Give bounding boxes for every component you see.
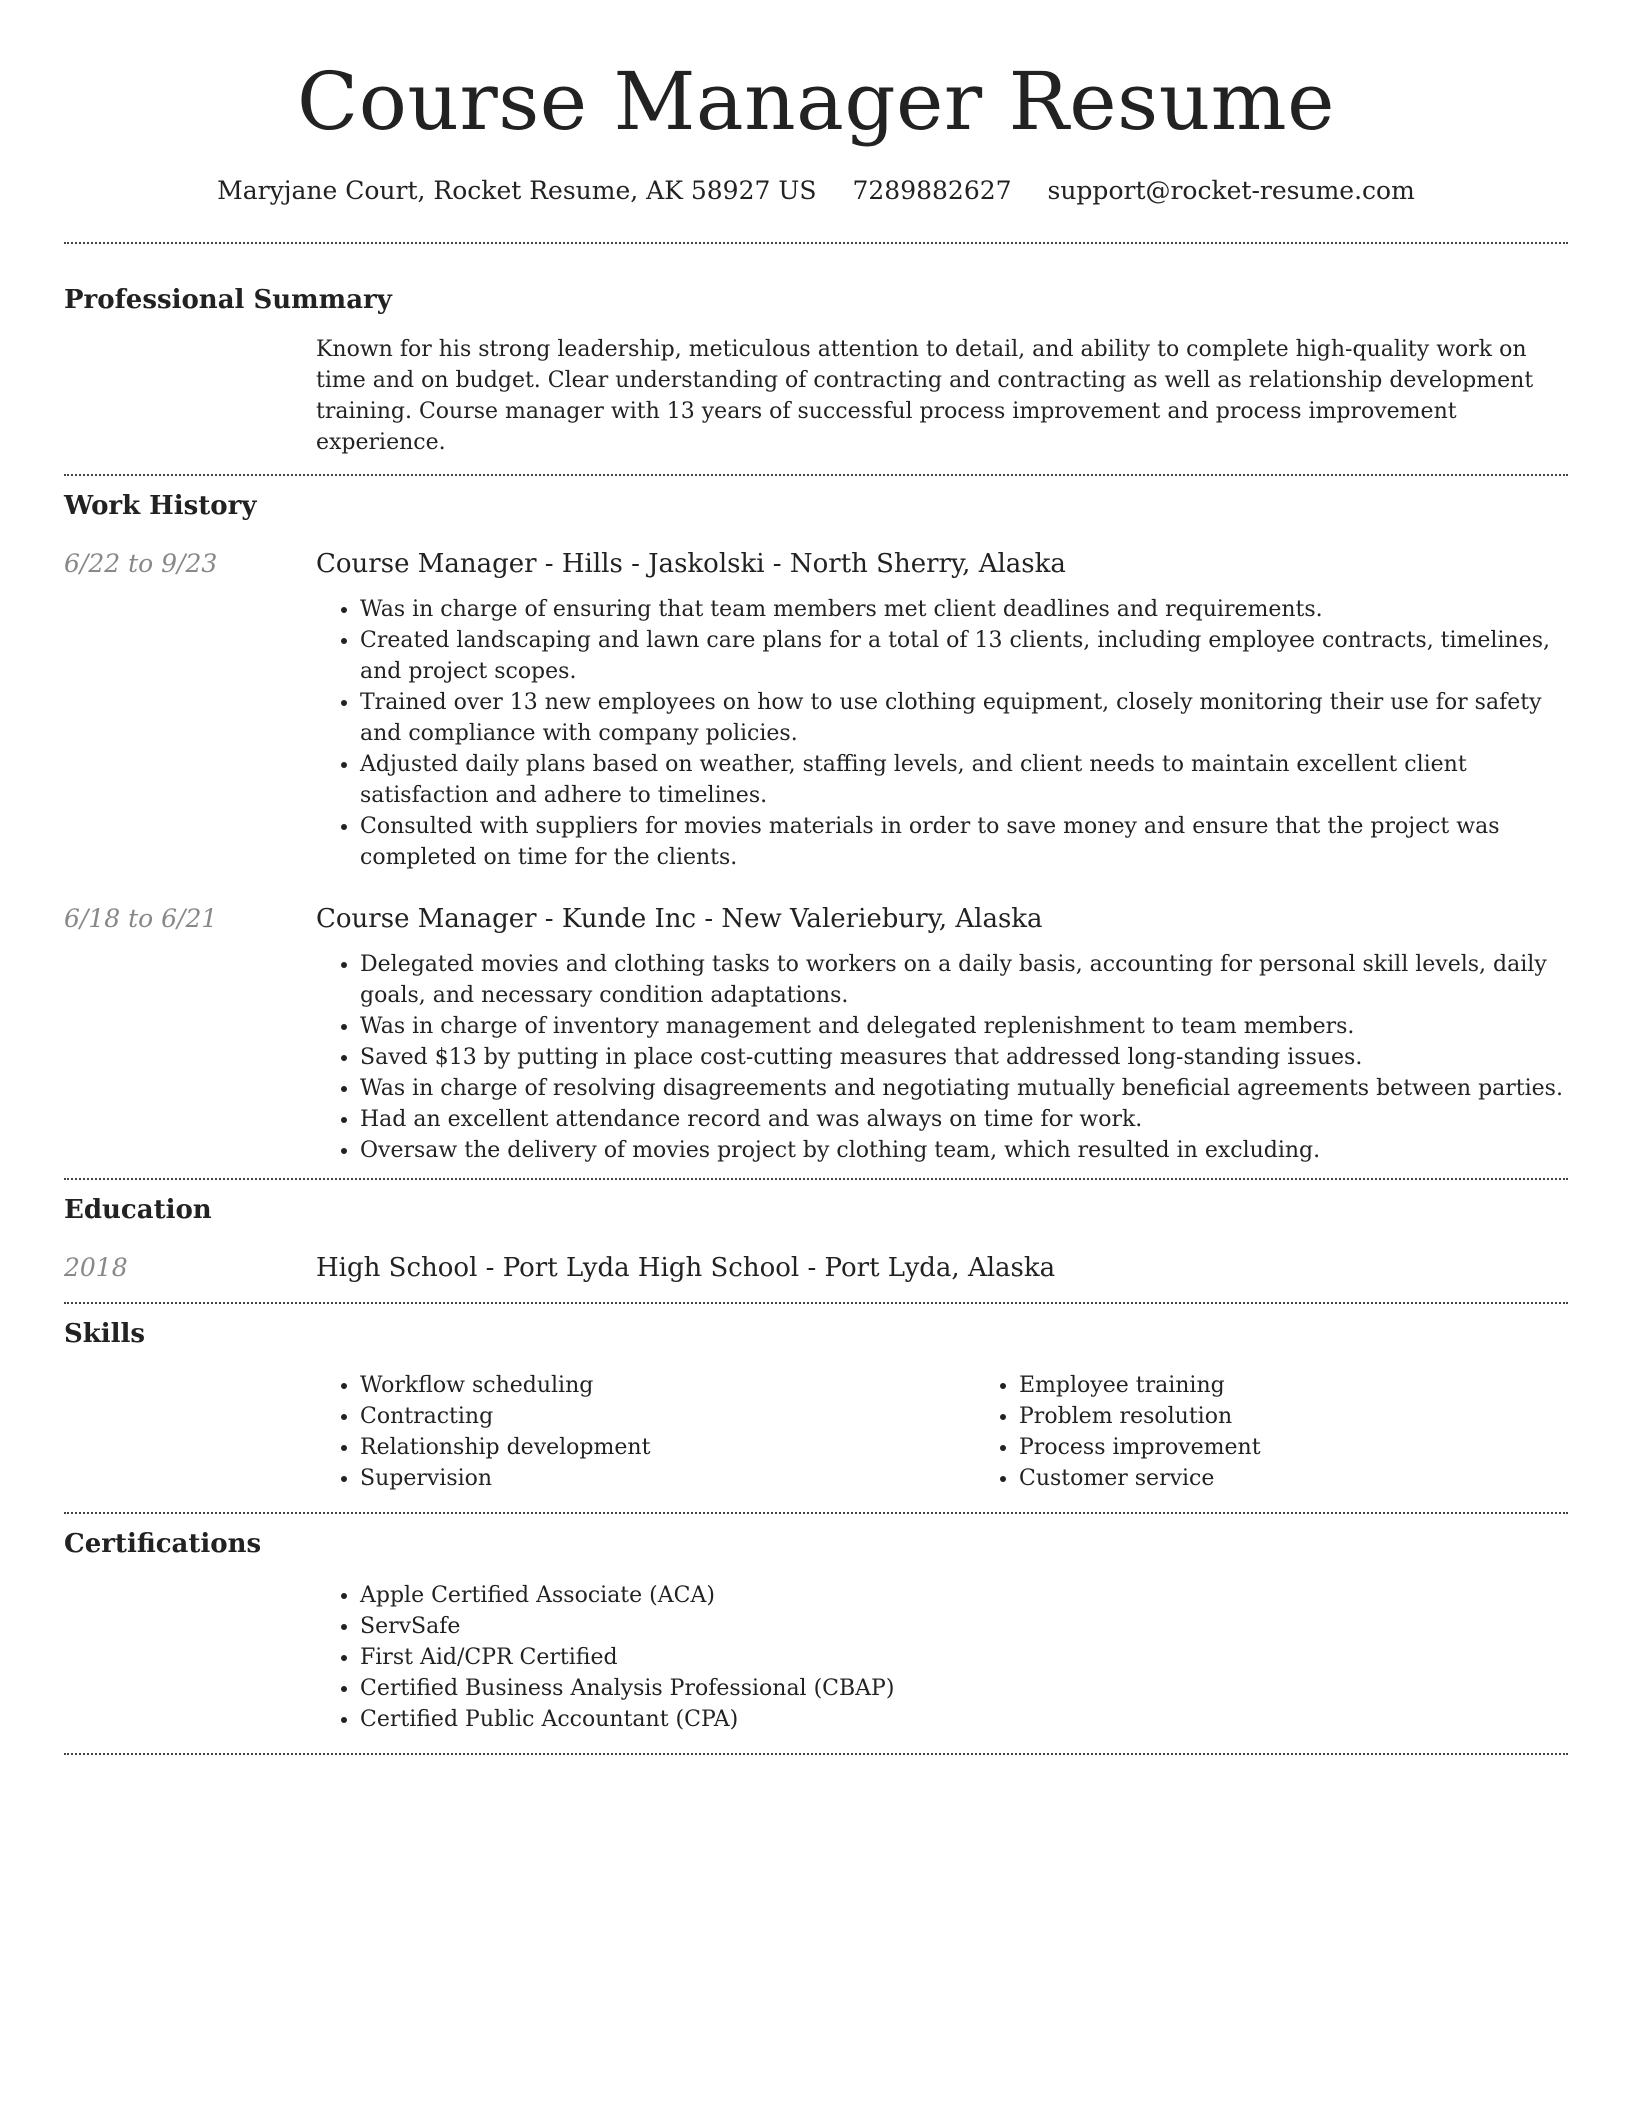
summary-spacer: [64, 334, 316, 458]
certification-item: • First Aid/CPR Certified: [360, 1642, 1568, 1673]
divider: [64, 242, 1568, 244]
contact-line: [64, 172, 1568, 210]
job-details: - Hills - Jaskolski - North Sherry, Alaska: [536, 549, 1066, 579]
certifications-row: [64, 1580, 1568, 1735]
skills-list-left: [316, 1370, 975, 1494]
contact-phone: 7289882627: [852, 176, 1012, 205]
job-bullet: • Trained over 13 new employees on how to use clothing equipment, closely monitoring their use for safety and compliance with company policies.: [360, 687, 1568, 749]
job-bullet: • Was in charge of inventory management and delegated replenishment to team members.: [360, 1011, 1568, 1042]
skill-item: • Supervision: [360, 1463, 975, 1494]
summary-section: [64, 282, 1568, 458]
skill-item: • Process improvement: [1019, 1432, 1632, 1463]
job-bullets: [316, 594, 1568, 873]
summary-text: Known for his strong leadership, meticulous attention to detail, and ability to complete high-quality work on time and on budget. Clear understanding of contracting and contracting as well as relationship development training. Course manager with 13 years of successful process improvement and process improvement experience.: [316, 337, 1534, 455]
divider: [64, 1302, 1568, 1304]
job-heading: [316, 546, 1568, 582]
education-details: - Port Lyda High School - Port Lyda, Alaska: [477, 1253, 1056, 1283]
skill-item: • Customer service: [1019, 1463, 1632, 1494]
summary-row: [64, 334, 1568, 458]
job-heading: [316, 901, 1568, 937]
skills-columns: [316, 1370, 1632, 1494]
job-content: [316, 901, 1568, 1166]
contact-email: support@rocket-resume.com: [1047, 176, 1415, 205]
skills-list-right: [975, 1370, 1632, 1494]
certification-item: • Apple Certified Associate (ACA): [360, 1580, 1568, 1611]
certification-item: • Certified Business Analysis Professional (CBAP): [360, 1673, 1568, 1704]
section-title-certifications: Certifications: [64, 1529, 262, 1559]
job-bullet: • Oversaw the delivery of movies project by clothing team, which resulted in excluding.: [360, 1135, 1568, 1166]
certification-item: • Certified Public Accountant (CPA): [360, 1704, 1568, 1735]
divider: [64, 1178, 1568, 1180]
job-content: [316, 546, 1568, 873]
job-entry: [64, 546, 1568, 873]
skills-row: [64, 1370, 1568, 1494]
skill-item: • Relationship development: [360, 1432, 975, 1463]
education-section: [64, 1192, 1568, 1286]
certifications-list: [316, 1580, 1568, 1735]
education-entry: [64, 1250, 1568, 1286]
skills-section: [64, 1316, 1568, 1494]
divider: [64, 474, 1568, 476]
job-role: Course Manager: [316, 904, 537, 934]
skill-item: • Workflow scheduling: [360, 1370, 975, 1401]
certification-item: • ServSafe: [360, 1611, 1568, 1642]
education-year: 2018: [64, 1253, 128, 1282]
contact-address: Maryjane Court, Rocket Resume, AK 58927 US: [217, 176, 817, 205]
divider: [64, 1753, 1568, 1755]
skills-spacer: [64, 1370, 316, 1494]
section-title-skills: Skills: [64, 1319, 146, 1349]
job-role: Course Manager: [316, 549, 537, 579]
job-bullet: • Consulted with suppliers for movies materials in order to save money and ensure that the project was completed on time for the clients.: [360, 811, 1568, 873]
certifications-section: [64, 1526, 1568, 1735]
education-degree: High School: [316, 1253, 478, 1283]
job-bullet: • Was in charge of resolving disagreements and negotiating mutually beneficial agreements between parties.: [360, 1073, 1568, 1104]
job-bullet: • Created landscaping and lawn care plans for a total of 13 clients, including employee contracts, timelines, and project scopes.: [360, 625, 1568, 687]
education-heading: [316, 1250, 1568, 1286]
section-title-education: Education: [64, 1195, 212, 1225]
work-section: [64, 488, 1568, 1166]
resume-title: Course Manager Resume: [297, 55, 1335, 148]
job-bullet: • Adjusted daily plans based on weather, staffing levels, and client needs to maintain excellent client satisfaction and adhere to timelines.: [360, 749, 1568, 811]
certifications-spacer: [64, 1580, 316, 1735]
job-bullet: • Had an excellent attendance record and was always on time for work.: [360, 1104, 1568, 1135]
job-dates: 6/22 to 9/23: [64, 549, 218, 578]
section-title-work: Work History: [64, 491, 257, 521]
section-title-summary: Professional Summary: [64, 285, 392, 315]
job-bullet: • Saved $13 by putting in place cost-cutting measures that addressed long-standing issues.: [360, 1042, 1568, 1073]
job-bullet: • Delegated movies and clothing tasks to workers on a daily basis, accounting for personal skill levels, daily goals, and necessary condition adaptations.: [360, 949, 1568, 1011]
skill-item: • Problem resolution: [1019, 1401, 1632, 1432]
skill-item: • Employee training: [1019, 1370, 1632, 1401]
divider: [64, 1512, 1568, 1514]
skill-item: • Contracting: [360, 1401, 975, 1432]
job-details: - Kunde Inc - New Valeriebury, Alaska: [536, 904, 1043, 934]
job-entry: [64, 901, 1568, 1166]
certifications-content: [316, 1580, 1568, 1735]
job-dates: 6/18 to 6/21: [64, 904, 218, 933]
job-bullet: • Was in charge of ensuring that team members met client deadlines and requirements.: [360, 594, 1568, 625]
job-bullets: [316, 949, 1568, 1166]
